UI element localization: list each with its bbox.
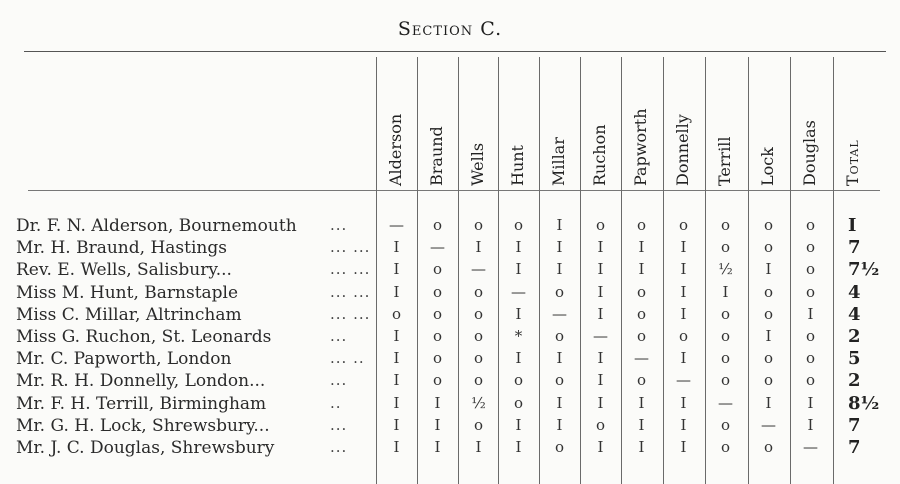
score-cell: I <box>515 304 522 323</box>
score-cell: o <box>805 327 816 345</box>
score-cell: o <box>763 238 774 257</box>
table-row <box>0 416 900 438</box>
score-cell: o <box>432 327 443 345</box>
score-cell: o <box>473 371 484 390</box>
column-header-label: Wells <box>468 142 487 186</box>
score-cell: o <box>805 282 816 301</box>
score-cell: o <box>805 349 816 368</box>
score-cell: I <box>597 260 604 279</box>
score-cell: o <box>473 327 484 345</box>
score-cell: I <box>393 438 400 456</box>
score-cell: I <box>680 438 687 456</box>
column-header-label: Total <box>843 139 862 186</box>
score-cell: I <box>597 438 604 456</box>
score-cell: I <box>434 415 441 434</box>
total-score: 8½ <box>848 392 880 414</box>
score-cell: I <box>680 282 687 301</box>
score-cell: o <box>554 371 565 390</box>
table-row <box>0 371 900 393</box>
leader-dots: ... ... <box>330 282 371 301</box>
total-score: 4 <box>848 303 861 325</box>
entrant-name: Miss M. Hunt, Barnstaple <box>16 282 239 303</box>
score-cell: o <box>763 371 774 390</box>
entrant-name: Rev. E. Wells, Salisbury... <box>16 260 232 281</box>
score-cell: o <box>720 327 731 345</box>
score-cell: — <box>430 238 445 257</box>
score-cell: I <box>556 393 563 412</box>
table-row <box>0 349 900 371</box>
score-cell: I <box>597 282 604 301</box>
entrant-name: Dr. F. N. Alderson, Bournemouth <box>16 216 297 236</box>
total-score: 4 <box>848 281 861 303</box>
score-cell: o <box>763 438 774 456</box>
total-score: 7 <box>848 237 861 259</box>
score-cell: I <box>393 327 400 345</box>
score-cell: o <box>763 304 774 323</box>
score-cell: o <box>720 304 731 323</box>
score-cell: o <box>432 371 443 390</box>
leader-dots: .. <box>330 393 342 412</box>
score-cell: o <box>636 282 647 301</box>
entrant-name: Miss G. Ruchon, St. Leonards <box>16 327 272 347</box>
entrant-name: Mr. F. H. Terrill, Birmingham <box>16 393 267 414</box>
score-cell: I <box>638 438 645 456</box>
total-score: 7½ <box>848 259 880 281</box>
score-cell: — <box>803 438 818 456</box>
score-cell: I <box>393 393 400 412</box>
header-rule <box>28 190 880 191</box>
score-cell: o <box>805 371 816 390</box>
score-cell: I <box>393 371 400 390</box>
score-cell: o <box>473 304 484 323</box>
score-cell: I <box>434 438 441 456</box>
leader-dots: ... <box>330 216 348 234</box>
score-cell: — <box>718 393 733 412</box>
score-cell: I <box>765 260 772 279</box>
leader-dots: ... <box>330 415 348 434</box>
score-cell: o <box>805 260 816 279</box>
score-cell: I <box>680 393 687 412</box>
score-cell: o <box>595 415 606 434</box>
section-title: Section C. <box>397 18 503 40</box>
score-cell: o <box>763 216 774 234</box>
score-cell: I <box>765 327 772 345</box>
score-cell: o <box>805 216 816 234</box>
score-cell: o <box>473 415 484 434</box>
score-cell: o <box>432 260 443 279</box>
score-cell: I <box>638 260 645 279</box>
score-cell: — <box>634 349 649 368</box>
score-cell: I <box>393 415 400 434</box>
score-cell: o <box>720 438 731 456</box>
score-cell: o <box>473 216 484 234</box>
total-score: I <box>848 215 857 236</box>
score-cell: I <box>515 415 522 434</box>
entrant-name: Mr. C. Papworth, London <box>16 349 232 370</box>
score-cell: o <box>763 349 774 368</box>
score-cell: I <box>638 415 645 434</box>
score-cell: o <box>513 393 524 412</box>
score-cell: o <box>678 327 689 345</box>
score-cell: o <box>513 216 524 234</box>
score-cell: — <box>761 415 776 434</box>
score-cell: I <box>807 304 814 323</box>
score-cell: o <box>595 216 606 234</box>
score-cell: o <box>805 238 816 257</box>
score-cell: I <box>556 415 563 434</box>
column-header-label: Hunt <box>508 145 527 186</box>
score-cell: I <box>515 438 522 456</box>
score-cell: I <box>393 260 400 279</box>
column-header-label: Terrill <box>715 136 734 186</box>
score-cell: I <box>680 238 687 257</box>
score-cell: o <box>720 216 731 234</box>
score-cell: I <box>556 349 563 368</box>
total-score: 5 <box>848 348 861 370</box>
score-cell: I <box>597 371 604 390</box>
score-cell: I <box>556 216 563 234</box>
score-cell: I <box>475 238 482 257</box>
score-cell: o <box>473 349 484 368</box>
score-cell: o <box>720 371 731 390</box>
column-header-label: Alderson <box>386 113 405 186</box>
score-cell: I <box>475 438 482 456</box>
table-row <box>0 438 900 460</box>
score-cell: I <box>597 349 604 368</box>
score-cell: o <box>720 238 731 257</box>
score-cell: — <box>471 260 486 279</box>
score-cell: o <box>720 349 731 368</box>
score-cell: o <box>513 371 524 390</box>
column-header-label: Braund <box>427 126 446 186</box>
column-header-label: Ruchon <box>590 124 609 186</box>
score-cell: I <box>393 238 400 257</box>
entrant-name: Mr. G. H. Lock, Shrewsbury... <box>16 415 270 436</box>
score-cell: I <box>680 349 687 368</box>
table-row <box>0 394 900 416</box>
top-rule <box>24 51 886 52</box>
table-row <box>0 216 900 238</box>
score-cell: I <box>807 393 814 412</box>
score-cell: — <box>552 304 567 323</box>
table-row <box>0 283 900 305</box>
leader-dots: ... .. <box>330 349 365 368</box>
leader-dots: ... ... <box>330 238 371 257</box>
column-header-label: Papworth <box>631 108 650 186</box>
score-cell: I <box>638 238 645 257</box>
score-cell: I <box>765 393 772 412</box>
score-cell: o <box>636 371 647 390</box>
total-score: 2 <box>848 370 861 392</box>
score-cell: o <box>554 438 565 456</box>
table-row <box>0 305 900 327</box>
entrant-name: Mr. H. Braund, Hastings <box>16 238 227 259</box>
score-cell: o <box>636 216 647 234</box>
score-cell: — <box>593 327 608 345</box>
score-cell: I <box>722 282 729 301</box>
table-row <box>0 260 900 282</box>
score-cell: — <box>389 216 404 234</box>
score-cell: I <box>556 260 563 279</box>
leader-dots: ... <box>330 371 348 390</box>
score-cell: o <box>432 216 443 234</box>
entrant-name: Mr. J. C. Douglas, Shrewsbury <box>16 438 275 458</box>
score-cell: I <box>393 282 400 301</box>
score-cell: I <box>680 304 687 323</box>
total-score: 2 <box>848 326 861 347</box>
entrant-name: Mr. R. H. Donnelly, London... <box>16 371 266 392</box>
score-cell: — <box>511 282 526 301</box>
leader-dots: ... ... <box>330 304 371 323</box>
table-row <box>0 327 900 349</box>
score-cell: o <box>763 282 774 301</box>
score-cell: I <box>638 393 645 412</box>
score-cell: I <box>393 349 400 368</box>
score-cell: o <box>554 282 565 301</box>
score-cell: * <box>514 327 523 345</box>
score-cell: I <box>680 260 687 279</box>
score-cell: I <box>597 238 604 257</box>
score-cell: o <box>473 282 484 301</box>
score-cell: I <box>515 260 522 279</box>
column-header-label: Donnelly <box>673 114 692 186</box>
score-cell: I <box>515 349 522 368</box>
score-cell: ½ <box>471 393 486 412</box>
score-cell: o <box>636 327 647 345</box>
score-cell: o <box>554 327 565 345</box>
leader-dots: ... ... <box>330 260 371 279</box>
score-cell: I <box>680 415 687 434</box>
score-cell: o <box>678 216 689 234</box>
leader-dots: ... <box>330 327 348 345</box>
score-cell: o <box>432 349 443 368</box>
score-cell: o <box>432 282 443 301</box>
entrant-name: Miss C. Millar, Altrincham <box>16 304 242 325</box>
score-cell: I <box>556 238 563 257</box>
score-cell: I <box>515 238 522 257</box>
column-header-label: Millar <box>549 137 568 186</box>
score-cell: o <box>391 304 402 323</box>
score-cell: I <box>597 304 604 323</box>
column-header-label: Lock <box>758 147 777 186</box>
score-cell: ½ <box>718 260 733 279</box>
score-cell: o <box>432 304 443 323</box>
total-score: 7 <box>848 437 861 458</box>
score-cell: o <box>720 415 731 434</box>
score-cell: I <box>807 415 814 434</box>
score-cell: o <box>636 304 647 323</box>
column-header-label: Douglas <box>800 120 819 186</box>
leader-dots: ... <box>330 438 348 456</box>
score-cell: — <box>676 371 691 390</box>
table-row <box>0 238 900 260</box>
score-cell: I <box>434 393 441 412</box>
score-cell: I <box>597 393 604 412</box>
total-score: 7 <box>848 414 861 436</box>
